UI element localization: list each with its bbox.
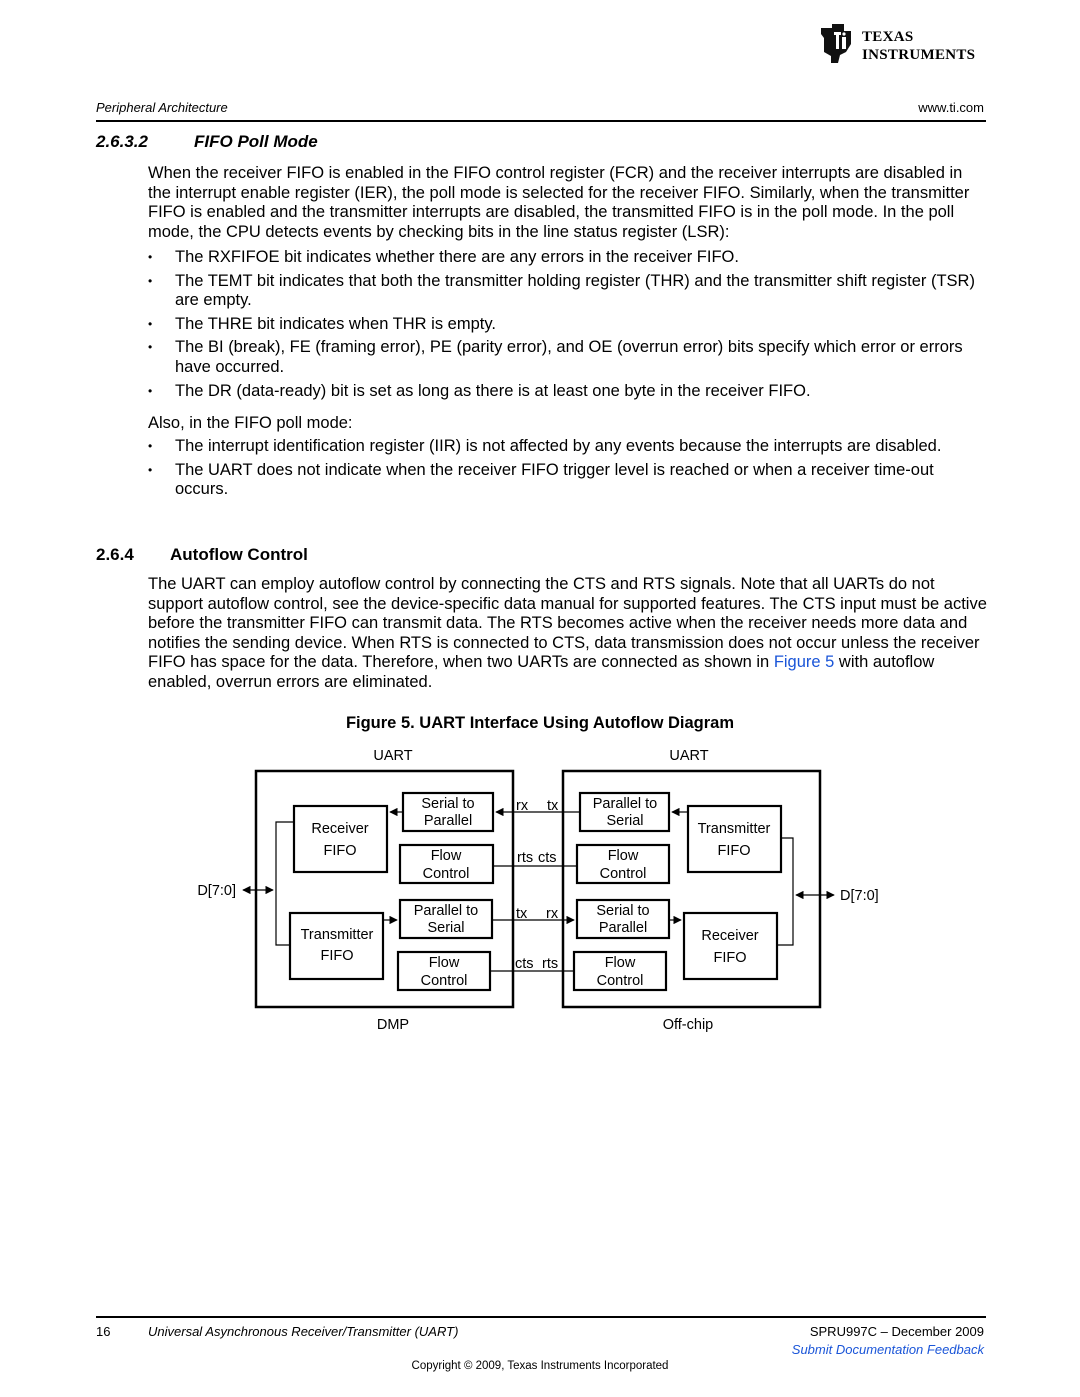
right-control-top-label: Control bbox=[599, 866, 647, 882]
right-uart-title: UART bbox=[669, 748, 709, 764]
right-bottom-label: Off-chip bbox=[662, 1017, 714, 1033]
right-receiver-label: Receiver bbox=[701, 928, 759, 944]
rx-bottom-label: rx bbox=[546, 906, 559, 922]
autoflow-body-part2: with autoflow enabled, overrun errors are eliminated. bbox=[148, 653, 935, 691]
right-serial-to-label: Serial to bbox=[596, 903, 650, 919]
cts-bottom-label: cts bbox=[515, 956, 534, 972]
right-transmitter-fifo-box bbox=[688, 806, 781, 872]
left-transmitter-fifo-box bbox=[290, 913, 383, 979]
left-serial-to-label: Serial to bbox=[421, 796, 475, 812]
left-d-bus-label: D[7:0] bbox=[197, 883, 236, 899]
right-control-bottom-label: Control bbox=[596, 973, 644, 989]
rx-top-label: rx bbox=[516, 798, 529, 814]
left-control-bottom-label: Control bbox=[420, 973, 468, 989]
autoflow-body-part1: The UART can employ autoflow control by connecting the CTS and RTS signals. Note that all UARTs do not support autoflow control, see the device-specific data manual for supported features. The CTS input must be active before the transmitter FIFO can transmit data. The RTS becomes active when the receiver needs more data and notifies the sending device. When RTS is connected to CTS, data transmission does not occur unless the receiver FIFO has space for the data. Therefore, when two UARTs are connected as shown in bbox=[148, 575, 987, 672]
section-number: 2.6.3.2 bbox=[96, 132, 148, 151]
copyright: Copyright © 2009, Texas Instruments Incorporated bbox=[411, 1360, 669, 1372]
figure-caption: Figure 5. UART Interface Using Autoflow Diagram bbox=[345, 714, 735, 732]
list-item: • The TEMT bit indicates that both the transmitter holding register (THR) and the transmitter shift register (TSR) are empty. bbox=[148, 272, 988, 311]
right-d-bus-label: D[7:0] bbox=[840, 888, 879, 904]
footer-doc-id: SPRU997C – December 2009 bbox=[809, 1324, 984, 1339]
page-number: 16 bbox=[96, 1324, 111, 1339]
left-receiver-label: Receiver bbox=[311, 821, 369, 837]
logo-line-2: INSTRUMENTS bbox=[862, 47, 976, 63]
tx-top-label: tx bbox=[547, 798, 559, 814]
list-item: • The UART does not indicate when the receiver FIFO trigger level is reached or when a receiver time-out occurs. bbox=[148, 461, 988, 500]
right-bus-line bbox=[777, 838, 793, 945]
left-serial-label: Serial bbox=[427, 920, 465, 936]
list-item: • The RXFIFOE bit indicates whether there are any errors in the receiver FIFO. bbox=[148, 248, 988, 268]
left-control-top-label: Control bbox=[422, 866, 470, 882]
footer-doc-title: Universal Asynchronous Receiver/Transmitter (UART) bbox=[148, 1324, 459, 1339]
submit-feedback-link[interactable]: Submit Documentation Feedback bbox=[791, 1342, 984, 1357]
left-bus-line bbox=[276, 822, 294, 945]
list-item: • The interrupt identification register (IIR) is not affected by any events because the interrupts are disabled. bbox=[148, 437, 988, 457]
header-website: www.ti.com bbox=[918, 100, 984, 115]
list-item: • The DR (data-ready) bit is set as long as there is at least one byte in the receiver FIFO. bbox=[148, 382, 988, 402]
left-receiver-fifo-box bbox=[294, 806, 387, 872]
right-serial-label: Serial bbox=[606, 813, 644, 829]
left-parallel-to-label: Parallel to bbox=[413, 903, 479, 919]
right-transmitter-label: Transmitter bbox=[697, 821, 771, 837]
header-section: Peripheral Architecture bbox=[96, 100, 228, 115]
right-receiver-fifo-box bbox=[684, 913, 777, 979]
rts-bottom-label: rts bbox=[542, 956, 559, 972]
left-bottom-label: DMP bbox=[376, 1017, 410, 1033]
cts-top-label: cts bbox=[538, 850, 557, 866]
section-number: 2.6.4 bbox=[96, 545, 134, 564]
left-receiver-fifo-label: FIFO bbox=[323, 843, 357, 859]
right-parallel-to-label: Parallel to bbox=[592, 796, 658, 812]
left-flow-bottom-label: Flow bbox=[428, 955, 460, 971]
right-flow-bottom-label: Flow bbox=[604, 955, 636, 971]
left-transmitter-label: Transmitter bbox=[300, 927, 374, 943]
left-flow-top-label: Flow bbox=[430, 848, 462, 864]
left-parallel-label: Parallel bbox=[423, 813, 473, 829]
rts-top-label: rts bbox=[517, 850, 534, 866]
also-paragraph: Also, in the FIFO poll mode: bbox=[148, 414, 353, 432]
section-title: FIFO Poll Mode bbox=[194, 132, 318, 151]
footer-rule bbox=[96, 1316, 986, 1318]
list-item: • The THRE bit indicates when THR is empty. bbox=[148, 315, 988, 335]
left-transmitter-fifo-label: FIFO bbox=[320, 948, 354, 964]
right-parallel-label: Parallel bbox=[598, 920, 648, 936]
logo-line-1: TEXAS bbox=[862, 29, 914, 45]
tx-bottom-label: tx bbox=[516, 906, 528, 922]
list-item: • The BI (break), FE (framing error), PE (parity error), and OE (overrun error) bits specify which error or errors have occurred. bbox=[148, 338, 988, 377]
right-receiver-fifo-label: FIFO bbox=[713, 950, 747, 966]
fifo-intro-paragraph: When the receiver FIFO is enabled in the FIFO control register (FCR) and the receiver interrupts are disabled in the interrupt enable register (IER), the poll mode is selected for the receiver FIFO. Similarly, when the transmitter FIFO is enabled and the transmitter interrupts are disabled, the transmitted FIFO is in the poll mode. In the poll mode, the CPU detects events by checking bits in the line status register (LSR): bbox=[148, 164, 970, 241]
right-flow-top-label: Flow bbox=[607, 848, 639, 864]
left-uart-title: UART bbox=[373, 748, 413, 764]
section-title: Autoflow Control bbox=[170, 545, 308, 564]
right-transmitter-fifo-label: FIFO bbox=[717, 843, 751, 859]
figure-5-link[interactable]: Figure 5 bbox=[773, 653, 835, 672]
